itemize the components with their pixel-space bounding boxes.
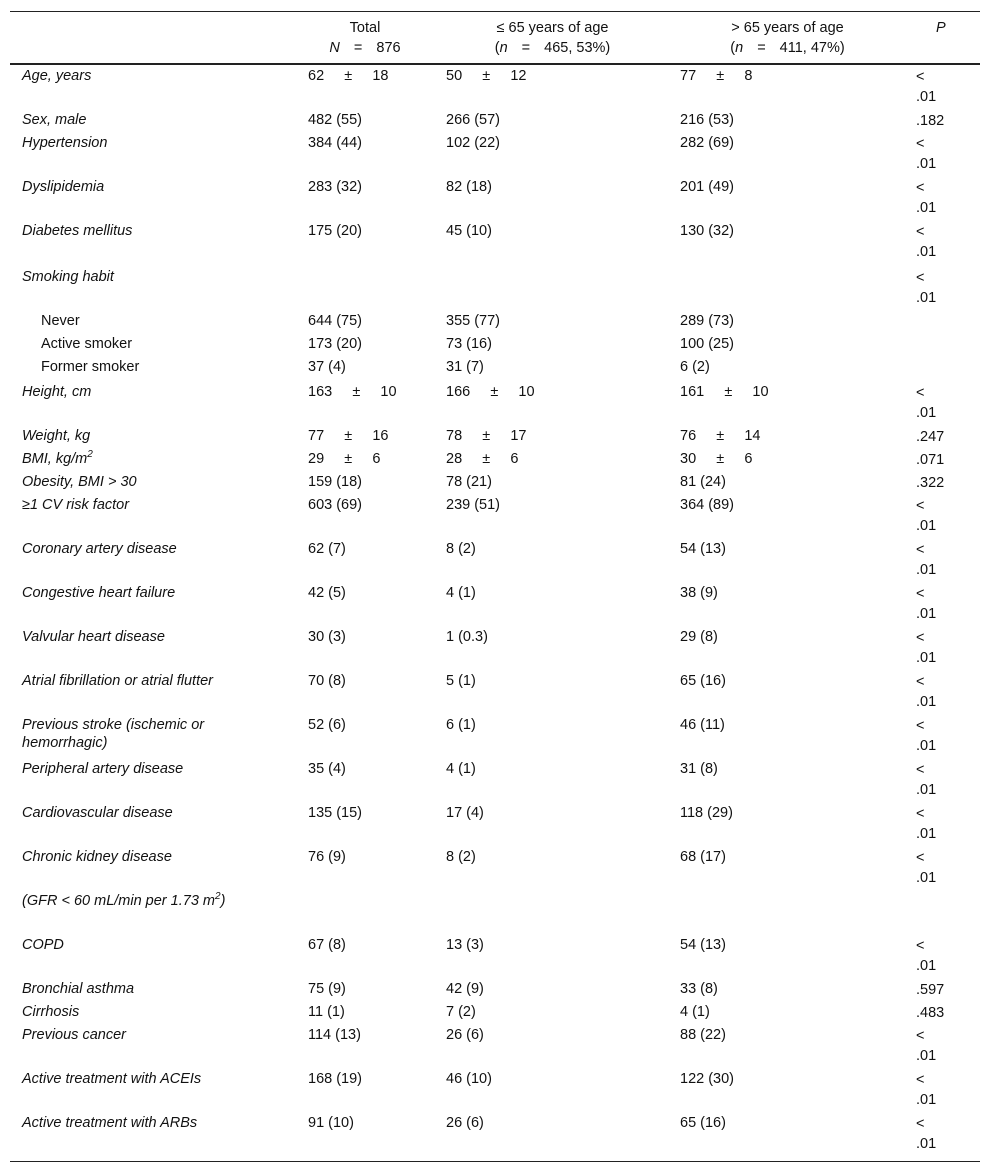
row-label [22, 178, 252, 196]
p-value-line: < [916, 224, 925, 240]
p-value-line: < [916, 542, 925, 558]
cell-young: 166 ± 10 [446, 384, 535, 400]
cell-old: 6 (2) [680, 359, 710, 375]
p-value-line: < [916, 270, 925, 286]
cell-young: 6 (1) [446, 717, 476, 733]
row-label-text: ≥1 CV risk factor [22, 497, 130, 513]
p-value-line: .01 [916, 826, 937, 842]
row-label [22, 848, 252, 866]
p-value-line: .01 [916, 156, 937, 172]
row-label-text: Chronic kidney disease [22, 849, 172, 865]
p-value-line: < [916, 674, 925, 690]
p-value-line: .01 [916, 694, 937, 710]
cell-old: 33 (8) [680, 981, 718, 997]
cell-young: 28 ± 6 [446, 451, 519, 467]
p-value-line: .01 [916, 650, 937, 666]
row-label-text: Atrial fibrillation or atrial flutter [22, 673, 213, 689]
row-label-text: Diabetes mellitus [22, 223, 133, 239]
header-total [310, 18, 420, 58]
cell-total: 159 (18) [308, 474, 363, 490]
p-value-line: .01 [916, 405, 937, 421]
row-label [22, 760, 252, 778]
row-label [41, 312, 271, 330]
row-label [22, 936, 252, 954]
p-value-line: .01 [916, 782, 937, 798]
p-value-line: < [916, 136, 925, 152]
p-value-line: .071 [916, 452, 945, 468]
cell-young: 17 (4) [446, 805, 484, 821]
cell-p-value [916, 804, 956, 844]
p-value-line: .597 [916, 982, 945, 998]
cell-old: 54 (13) [680, 541, 726, 557]
row-label [22, 473, 252, 491]
cell-young: 46 (10) [446, 1071, 492, 1087]
cell-total: 384 (44) [308, 135, 363, 151]
cell-young: 4 (1) [446, 585, 476, 601]
cell-total: 644 (75) [308, 313, 363, 329]
p-value-line: .483 [916, 1005, 945, 1021]
header-young-n: n [499, 40, 508, 56]
p-value-line: < [916, 586, 925, 602]
cell-old: 4 (1) [680, 1004, 710, 1020]
cell-p-value [916, 848, 956, 888]
p-value-line: .01 [916, 870, 937, 886]
header-p: P [936, 20, 946, 36]
cell-old: 282 (69) [680, 135, 735, 151]
cell-total: 11 (1) [308, 1004, 345, 1020]
row-label-text: Active treatment with ARBs [22, 1115, 198, 1131]
cell-total: 482 (55) [308, 112, 363, 128]
cell-p-value [916, 760, 956, 800]
cell-old: 130 (32) [680, 223, 735, 239]
cell-p-value [916, 473, 956, 493]
cell-old: 65 (16) [680, 673, 726, 689]
cell-p-value [916, 111, 956, 131]
p-value-line: .247 [916, 429, 945, 445]
cell-p-value [916, 450, 956, 470]
row-label-text: Age, years [22, 68, 92, 84]
row-label-text: Height, cm [22, 384, 92, 400]
cell-total: 52 (6) [308, 717, 346, 733]
row-label [22, 1114, 252, 1132]
p-value-line: .01 [916, 518, 937, 534]
cell-total: 91 (10) [308, 1115, 354, 1131]
header-young-label: ≤ 65 years of age [496, 20, 609, 36]
cell-total: 37 (4) [308, 359, 346, 375]
row-label [22, 540, 252, 558]
p-value-line: .01 [916, 958, 937, 974]
header-young-open: ( [494, 40, 500, 56]
row-label-text: Previous cancer [22, 1027, 126, 1043]
cell-old: 30 ± 6 [680, 451, 753, 467]
cell-total: 67 (8) [308, 937, 346, 953]
cell-total: 77 ± 16 [308, 428, 389, 444]
cell-total: 168 (19) [308, 1071, 363, 1087]
cell-young: 355 (77) [446, 313, 501, 329]
cell-young: 5 (1) [446, 673, 476, 689]
row-label-text: Dyslipidemia [22, 179, 105, 195]
p-value-line: < [916, 850, 925, 866]
cell-total: 30 (3) [308, 629, 346, 645]
row-label-text: Cardiovascular disease [22, 805, 173, 821]
header-old-open: ( [730, 40, 736, 56]
header-total-n: N [329, 40, 340, 56]
cell-old: 201 (49) [680, 179, 735, 195]
cell-total: 173 (20) [308, 336, 363, 352]
row-label-text: Hypertension [22, 135, 108, 151]
cell-young: 8 (2) [446, 849, 476, 865]
cell-p-value [916, 268, 956, 308]
cell-p-value [916, 178, 956, 218]
cell-p-value [916, 134, 956, 174]
header-total-label: Total [349, 20, 381, 36]
cell-young: 45 (10) [446, 223, 492, 239]
row-label-text: Smoking habit [22, 269, 114, 285]
cell-total: 42 (5) [308, 585, 346, 601]
cell-total: 29 ± 6 [308, 451, 381, 467]
cell-p-value [916, 584, 956, 624]
p-value-line: < [916, 385, 925, 401]
cell-p-value [916, 496, 956, 536]
row-label-text: Weight, kg [22, 428, 91, 444]
cell-young: 31 (7) [446, 359, 484, 375]
p-value-line: < [916, 1116, 925, 1132]
cell-total: 114 (13) [308, 1027, 361, 1043]
row-label [22, 1026, 252, 1044]
cell-p-value [916, 427, 956, 447]
row-label-text: Peripheral artery disease [22, 761, 184, 777]
cell-young: 4 (1) [446, 761, 476, 777]
row-label [22, 584, 252, 602]
row-label-text: Former smoker [41, 359, 140, 375]
cell-total: 603 (69) [308, 497, 363, 513]
cell-total: 35 (4) [308, 761, 346, 777]
cell-p-value [916, 540, 956, 580]
cell-old: 77 ± 8 [680, 68, 753, 84]
row-label-text: (GFR < 60 mL/min per 1.73 m [22, 893, 215, 909]
cell-total: 283 (32) [308, 179, 363, 195]
header-rule [10, 63, 980, 65]
cell-young: 50 ± 12 [446, 68, 527, 84]
row-label [22, 804, 252, 822]
p-value-line: < [916, 1028, 925, 1044]
row-label [22, 427, 252, 445]
row-label-text: Obesity, BMI > 30 [22, 474, 137, 490]
row-label [22, 383, 252, 401]
cell-old: 54 (13) [680, 937, 726, 953]
row-label [22, 1003, 252, 1021]
row-label-text: Sex, male [22, 112, 87, 128]
cell-young: 8 (2) [446, 541, 476, 557]
p-value-line: < [916, 762, 925, 778]
cell-young: 82 (18) [446, 179, 492, 195]
cell-total: 62 ± 18 [308, 68, 389, 84]
p-value-line: .01 [916, 244, 937, 260]
cell-p-value [916, 1003, 956, 1023]
cell-old: 122 (30) [680, 1071, 735, 1087]
p-value-line: .01 [916, 89, 937, 105]
row-label-tail: ) [220, 893, 226, 909]
row-label [22, 672, 252, 690]
cell-old: 216 (53) [680, 112, 735, 128]
header-young-eq: = [521, 40, 531, 56]
p-value-line: < [916, 1072, 925, 1088]
row-label [22, 222, 252, 240]
p-value-line: < [916, 630, 925, 646]
header-old-value: 411, 47%) [779, 40, 845, 56]
cell-young: 26 (6) [446, 1115, 484, 1131]
cell-young: 78 ± 17 [446, 428, 527, 444]
cell-p-value [916, 1026, 956, 1066]
row-label [22, 892, 252, 910]
p-value-line: .01 [916, 1136, 937, 1152]
p-value-line: < [916, 938, 925, 954]
cell-p-value [916, 936, 956, 976]
cell-young: 7 (2) [446, 1004, 476, 1020]
row-label-text: COPD [22, 937, 64, 953]
cell-total: 70 (8) [308, 673, 346, 689]
cell-old: 46 (11) [680, 717, 725, 733]
p-value-line: .01 [916, 290, 937, 306]
row-label-text: Coronary artery disease [22, 541, 177, 557]
row-label-text: BMI, kg/m [22, 451, 88, 467]
cell-young: 78 (21) [446, 474, 492, 490]
cell-young: 266 (57) [446, 112, 501, 128]
cell-old: 118 (29) [680, 805, 733, 821]
cell-old: 65 (16) [680, 1115, 726, 1131]
cell-old: 81 (24) [680, 474, 726, 490]
cell-young: 239 (51) [446, 497, 501, 513]
table-header [10, 11, 980, 63]
cell-p-value [916, 383, 956, 423]
p-value-line: < [916, 718, 925, 734]
cell-old: 364 (89) [680, 497, 735, 513]
p-value-line: .01 [916, 606, 937, 622]
row-label-text: Valvular heart disease [22, 629, 165, 645]
bottom-rule [10, 1161, 980, 1162]
row-label-superscript: 2 [215, 891, 221, 903]
p-value-line: .01 [916, 200, 937, 216]
cell-old: 29 (8) [680, 629, 718, 645]
row-label [22, 134, 252, 152]
header-old-eq: = [757, 40, 766, 56]
cell-total: 175 (20) [308, 223, 363, 239]
cell-p-value [916, 980, 956, 1000]
row-label [22, 1070, 252, 1088]
row-label [22, 980, 252, 998]
cell-p-value [916, 628, 956, 668]
p-value-line: < [916, 806, 925, 822]
header-total-value: 876 [376, 40, 401, 56]
header-young-value: 465, 53%) [544, 40, 611, 56]
cell-old: 76 ± 14 [680, 428, 761, 444]
cell-young: 1 (0.3) [446, 629, 488, 645]
row-label-text: Previous stroke (ischemic or hemorrhagic) [22, 717, 205, 751]
cell-p-value [916, 1114, 956, 1154]
row-label [22, 628, 252, 646]
header-young [465, 18, 640, 58]
cell-old: 38 (9) [680, 585, 718, 601]
cell-old: 68 (17) [680, 849, 726, 865]
cell-young: 73 (16) [446, 336, 492, 352]
p-value-line: .01 [916, 562, 937, 578]
row-label-text: Never [41, 313, 80, 329]
row-label [22, 450, 252, 468]
header-old-count [700, 38, 875, 58]
row-label-text: Congestive heart failure [22, 585, 176, 601]
cell-young: 13 (3) [446, 937, 484, 953]
cell-total: 135 (15) [308, 805, 363, 821]
p-value-line: .322 [916, 475, 945, 491]
p-value-line: < [916, 498, 925, 514]
row-label-text: Active smoker [41, 336, 133, 352]
cell-old: 289 (73) [680, 313, 735, 329]
row-label [22, 111, 252, 129]
row-label-text: Active treatment with ACEIs [22, 1071, 202, 1087]
cell-old: 100 (25) [680, 336, 735, 352]
header-old-n: n [735, 40, 744, 56]
p-value-line: .01 [916, 1048, 937, 1064]
row-label-text: Bronchial asthma [22, 981, 135, 997]
cell-young: 26 (6) [446, 1027, 484, 1043]
cell-p-value [916, 222, 956, 262]
cell-old: 31 (8) [680, 761, 718, 777]
p-value-line: .182 [916, 113, 945, 129]
row-label [22, 716, 252, 752]
row-label [41, 358, 271, 376]
row-label [22, 268, 252, 286]
cell-old: 88 (22) [680, 1027, 726, 1043]
header-total-count [310, 38, 420, 58]
p-value-line: .01 [916, 1092, 937, 1108]
header-old-label: > 65 years of age [731, 20, 844, 36]
header-young-count [465, 38, 640, 58]
cell-old: 161 ± 10 [680, 384, 769, 400]
cell-p-value [916, 67, 956, 107]
cell-total: 76 (9) [308, 849, 346, 865]
cell-total: 163 ± 10 [308, 384, 397, 400]
cell-total: 75 (9) [308, 981, 346, 997]
header-total-eq: = [353, 40, 363, 56]
cell-total: 62 (7) [308, 541, 346, 557]
p-value-line: < [916, 69, 925, 85]
row-label [22, 67, 252, 85]
cell-young: 42 (9) [446, 981, 484, 997]
header-old [700, 18, 875, 58]
p-value-line: .01 [916, 738, 937, 754]
row-label [22, 496, 252, 514]
row-label-text: Cirrhosis [22, 1004, 80, 1020]
cell-p-value [916, 716, 956, 756]
cell-young: 102 (22) [446, 135, 501, 151]
row-label [41, 335, 271, 353]
p-value-line: < [916, 180, 925, 196]
cell-p-value [916, 1070, 956, 1110]
row-label-superscript: 2 [87, 449, 93, 461]
cell-p-value [916, 672, 956, 712]
